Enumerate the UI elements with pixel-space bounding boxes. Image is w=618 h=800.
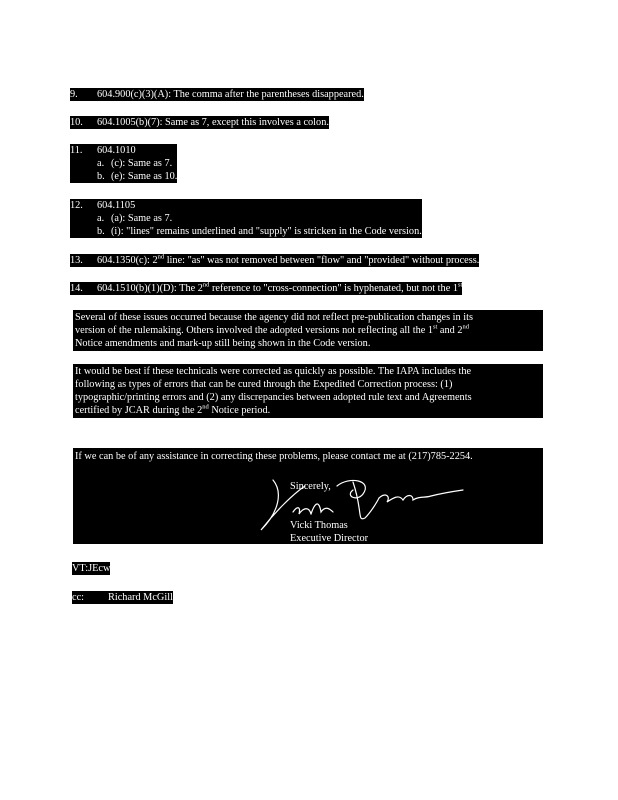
sincerely-text: Sincerely, [290,481,331,492]
cc-line [72,591,173,604]
item-12 [70,199,422,238]
cc-label: cc: [72,592,85,603]
text-run: version of the rulemaking. Others involved the adopted versions not reflecting all the 1 [75,325,434,336]
text-run: and 2 [437,325,463,336]
item-14 [70,282,462,295]
cc-name: Richard McGill [108,592,173,603]
item-text: 604.1105 [97,200,136,211]
superscript: st [433,323,438,331]
item-text-pre: 604.1350(c): 2 [97,255,158,266]
item-number: 9. [70,89,78,100]
item-text: 604.1005(b)(7): Same as 7, except this involves a colon. [97,117,329,128]
item-11 [70,144,177,183]
item-9 [70,88,364,101]
typist-initials: VT:JEcw [72,563,111,574]
paragraph-line: following as types of errors that can be cured through the Expedited Correction process: (1) [75,379,453,390]
paragraph-line: Several of these issues occurred because the agency did not reflect pre-publication changes in its [75,312,473,323]
item-text-post: reference to "cross-connection" is hyphenated, but not the 1 [209,283,458,294]
item-number: 12. [70,200,83,211]
superscript: st [458,281,463,289]
item-number: 13. [70,255,83,266]
sub-text: (c): Same as 7. [111,158,173,169]
sub-letter: a. [97,158,105,169]
item-number: 14. [70,283,83,294]
superscript: nd [202,281,210,289]
item-13 [70,254,479,267]
paragraph-corrections [73,364,543,418]
paragraph-line [75,324,541,337]
paragraph-line: It would be best if these technicals were corrected as quickly as possible. The IAPA includes the [75,366,472,377]
item-number: 11. [70,145,83,156]
sub-item [70,225,422,238]
paragraph-line: typographic/printing errors and (2) any discrepancies between adopted rule text and Agreements [75,392,472,403]
sub-letter: a. [97,213,105,224]
sub-letter: b. [97,171,105,182]
item-number: 10. [70,117,83,128]
superscript: nd [202,403,209,411]
superscript: nd [462,323,470,331]
text-run: Notice period. [208,405,271,416]
item-text-pre: 604.1510(b)(1)(D): The 2 [97,283,203,294]
assistance-line: If we can be of any assistance in correcting these problems, please contact me at (217)785-2254. [75,451,473,462]
sub-item [70,212,422,225]
sub-text: (e): Same as 10. [111,171,178,182]
sub-item [70,170,177,183]
item-10 [70,116,329,129]
sub-item [70,157,177,170]
signature-image [253,472,473,538]
superscript: nd [157,253,165,261]
paragraph-line [75,404,541,417]
item-text: 604.900(c)(3)(A): The comma after the parentheses disappeared. [97,89,364,100]
item-text-post: line: "as" was not removed between "flow" and "provided" without process. [164,255,480,266]
signer-name: Vicki Thomas [290,520,348,531]
text-run: certified by JCAR during the 2 [75,405,203,416]
sub-letter: b. [97,226,105,237]
paragraph-issues [73,310,543,351]
sub-text: (i): "lines" remains underlined and "supply" is stricken in the Code version. [111,226,422,237]
signer-title: Executive Director [290,533,369,544]
closing-block [73,448,543,544]
paragraph-line: Notice amendments and mark-up still being shown in the Code version. [75,338,371,349]
item-text: 604.1010 [97,145,136,156]
sub-text: (a): Same as 7. [111,213,173,224]
